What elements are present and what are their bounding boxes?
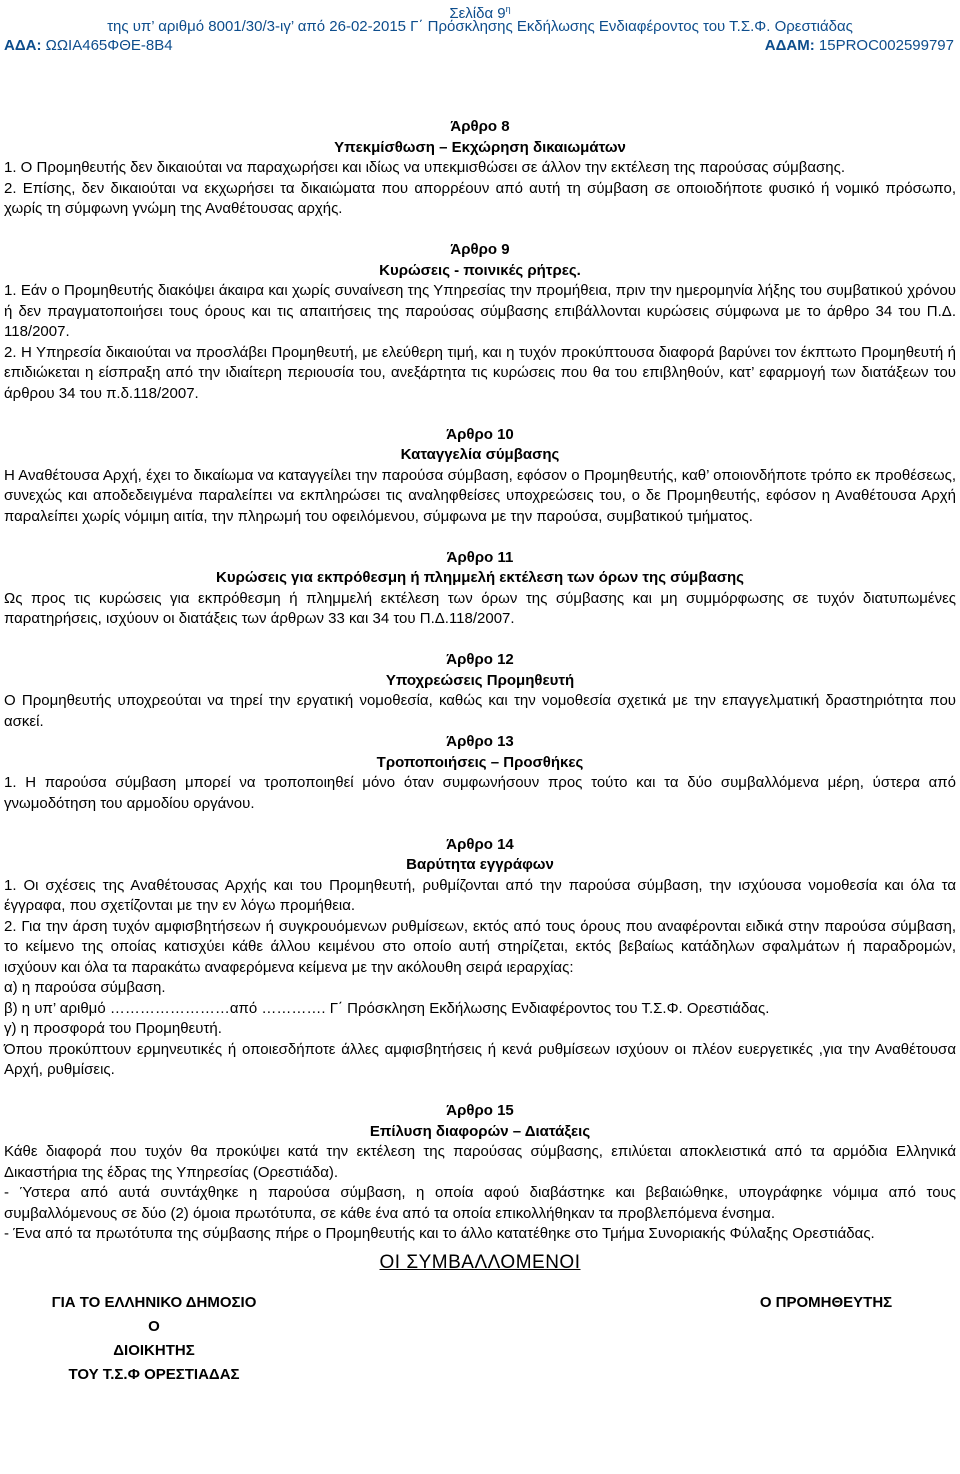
article-14-item-c: γ) η προσφορά του Προμηθευτή. xyxy=(4,1020,222,1037)
header-reference: της υπ’ αριθμό 8001/30/3-ιγ’ από 26-02-2015 Γ΄ Πρόσκλησης Εκδήλωσης Ενδιαφέροντος του Τ.Σ.Φ. Ορεστιάδας xyxy=(107,18,853,35)
signature-left-line-2: Ο xyxy=(148,1318,160,1335)
article-14-item-a: α) η παρούσα σύμβαση. xyxy=(4,979,166,996)
article-15-title: Άρθρο 15 xyxy=(446,1102,514,1119)
article-10-paragraph-1: Η Αναθέτουσα Αρχή, έχει το δικαίωμα να καταγγείλει την παρούσα σύμβαση, εφόσον ο Προμηθευτής, καθ’ οποιονδήποτε τρόπο εκ προθέσεως, συνεχώς και αποδεδειγμένα παραλείπει να εκπληρώσει τις αναληφθείσες υποχρεώσεις του, ο δε Προμηθευτής, εφόσον η Αναθέτουσα Αρχή παραλείπει χωρίς νόμιμη αιτία, την πληρωμή του οφειλόμενου, σύμφωνα με την παρούσα, συμβατικού τμήματος. xyxy=(4,466,956,525)
article-12-subtitle: Υποχρεώσεις Προμηθευτή xyxy=(385,671,575,689)
article-9-paragraph-1: 1. Εάν ο Προμηθευτής διακόψει άκαιρα και χωρίς συναίνεση της Υπηρεσίας την προμήθεια, πριν την ημερομηνία λήξης του συμβατικού χρόνου ή δεν πραγματοποιήσει τους όρους και τις απαιτήσεις της παρούσας σύμβασης επιβάλλονται κυρώσεις σύμφωνα με το άρθρο 34 του Π.Δ. 118/2007. xyxy=(4,282,956,340)
article-14-item-b: β) η υπ’ αριθμό ……………………από …………. Γ΄ Πρόσκληση Εκδήλωσης Ενδιαφέροντος του Τ.Σ.Φ. Ορεστιάδας. xyxy=(4,999,770,1017)
article-10-subtitle: Καταγγελία σύμβασης xyxy=(400,446,560,463)
signature-block xyxy=(4,1291,956,1401)
article-13-title: Άρθρο 13 xyxy=(446,733,514,750)
signature-left xyxy=(4,1291,304,1387)
article-8-title: Άρθρο 8 xyxy=(450,118,510,135)
signature-left-line-3: ΔΙΟΙΚΗΤΗΣ xyxy=(113,1342,195,1359)
article-9-title: Άρθρο 9 xyxy=(450,241,510,258)
signature-right xyxy=(716,1291,936,1315)
article-8-subtitle: Υπεκμίσθωση – Εκχώρηση δικαιωμάτων xyxy=(334,138,626,156)
article-15-paragraph-1: Κάθε διαφορά που τυχόν θα προκύψει κατά την εκτέλεση της παρούσας σύμβασης, επιλύεται αποκλειστικά από τα αρμόδια Ελληνικά Δικαστήρια της έδρας της Υπηρεσίας (Ορεστιάδα). xyxy=(4,1143,956,1181)
article-12-title: Άρθρο 12 xyxy=(446,651,514,668)
ada-id xyxy=(4,37,173,54)
article-13-subtitle: Τροποποιήσεις – Προσθήκες xyxy=(376,753,584,771)
ada-label: ΑΔΑ: xyxy=(4,37,42,54)
header-ids xyxy=(4,37,954,57)
signatories-title: ΟΙ ΣΥΜΒΑΛΛΟΜΕΝΟΙ xyxy=(379,1251,581,1273)
signature-left-line-1: ΓΙΑ ΤΟ ΕΛΛΗΝΙΚΟ ΔΗΜΟΣΙΟ xyxy=(51,1294,257,1311)
adam-value: 15PROC002599797 xyxy=(818,37,954,54)
page-label: Σελίδα 9 xyxy=(449,5,506,22)
article-15-subtitle: Επίλυση διαφορών – Διατάξεις xyxy=(369,1122,591,1140)
page-sup: η xyxy=(505,4,511,14)
article-11-paragraph-1: Ως προς τις κυρώσεις για εκπρόθεσμη ή πλημμελή εκτέλεση των όρων της σύμβασης και μη συμμόρφωσης σε τυχόν διατυπωμένες παρατηρήσεις, ισχύουν οι διατάξεις των άρθρων 33 και 34 του Π.Δ.118/2007. xyxy=(4,589,956,627)
article-8-paragraph-2: 2. Επίσης, δεν δικαιούται να εκχωρήσει τα δικαιώματα που απορρέουν από αυτή τη σύμβαση σε οποιοδήποτε φυσικό ή νομικό πρόσωπο, χωρίς τη σύμφωνη γνώμη της Αναθέτουσας αρχής. xyxy=(4,179,956,217)
adam-id xyxy=(765,37,954,54)
article-12-paragraph-1: Ο Προμηθευτής υποχρεούται να τηρεί την εργατική νομοθεσία, καθώς και την νομοθεσία σχετικά με την επαγγελματική δραστηριότητα που ασκεί. xyxy=(4,692,956,730)
article-14-title: Άρθρο 14 xyxy=(446,835,514,853)
article-15-paragraph-2: - Ύστερα από αυτά συντάχθηκε η παρούσα σύμβαση, η οποία αφού διαβάστηκε και βεβαιώθηκε, υπογράφηκε νόμιμα από τους συμβαλλόμενους σε δύο (2) όμοια πρωτότυπα, σε κάθε ένα από τα οποία επικολλήθηκαν τα προβλεπόμενα ένσημα. xyxy=(4,1184,956,1222)
article-13-paragraph-1: 1. Η παρούσα σύμβαση μπορεί να τροποποιηθεί μόνο όταν συμφωνήσουν προς τούτο και τα δύο συμβαλλόμενα μέρη, ύστερα από γνωμοδότηση του αρμοδίου οργάνου. xyxy=(4,774,956,812)
article-9-subtitle: Κυρώσεις - ποινικές ρήτρες. xyxy=(379,261,581,279)
article-14-subtitle: Βαρύτητα εγγράφων xyxy=(406,856,554,873)
article-11-title: Άρθρο 11 xyxy=(446,548,514,566)
article-9-paragraph-2: 2. Η Υπηρεσία δικαιούται να προσλάβει Προμηθευτή, με ελεύθερη τιμή, και η τυχόν προκύπτουσα διαφορά βαρύνει τον έκπτωτο Προμηθευτή ή επιδιώκεται η είσπραξη από την ιδιαίτερη περιουσία του, ανεξάρτητα τις κυρώσεις που θα του επιβληθούν, κατ’ εφαρμογή των διατάξεων του άρθρου 34 του π.δ.118/2007. xyxy=(4,343,956,402)
document-body xyxy=(4,117,956,1401)
signature-left-line-4: ΤΟΥ Τ.Σ.Φ ΟΡΕΣΤΙΑΔΑΣ xyxy=(68,1366,240,1383)
article-15-paragraph-3: - Ένα από τα πρωτότυπα της σύμβασης πήρε ο Προμηθευτής και το άλλο κατατέθηκε στο Τμήμα Συνοριακής Φύλαξης Ορεστιάδας. xyxy=(4,1225,875,1242)
article-8-paragraph-1: 1. Ο Προμηθευτής δεν δικαιούται να παραχωρήσει και ιδίως να υπεκμισθώσει σε άλλον την εκτέλεση της παρούσας σύμβασης. xyxy=(4,159,846,176)
article-11-subtitle: Κυρώσεις για εκπρόθεσμη ή πλημμελή εκτέλεση των όρων της σύμβασης xyxy=(216,569,744,586)
ada-value: ΩΩΙΑ465ΦΘΕ-8Β4 xyxy=(45,37,173,54)
adam-label: ΑΔΑΜ: xyxy=(764,37,815,54)
article-10-title: Άρθρο 10 xyxy=(446,425,514,443)
article-14-paragraph-3: Όπου προκύπτουν ερμηνευτικές ή οποιεσδήποτε άλλες αμφισβητήσεις ή κενά ρυθμίσεων ισχύουν οι πλέον ευεργετικές ,για την Αναθέτουσα Αρχή, ρυθμίσεις. xyxy=(4,1040,956,1078)
article-14-paragraph-2: 2. Για την άρση τυχόν αμφισβητήσεων ή συγκρουόμενων ρυθμίσεων, εκτός από τους όρους που αναφέρονται ειδικά στην παρούσα σύμβαση, το κείμενο της οποίας κατισχύει κάθε άλλου κειμένου στο οποίο αυτή στηρίζεται, εκτός βεβαίως κατάδηλων σφαλμάτων ή παραδρομών, ισχύουν και όλα τα παρακάτω αναφερόμενα κείμενα με την ακόλουθη σειρά ιεραρχίας: xyxy=(4,917,956,976)
signature-right-line-1: Ο ΠΡΟΜΗΘΕΥΤΗΣ xyxy=(759,1294,893,1311)
article-14-paragraph-1: 1. Οι σχέσεις της Αναθέτουσας Αρχής και του Προμηθευτή, ρυθμίζονται από την παρούσα σύμβαση, την ισχύουσα νομοθεσία και όλα τα έγγραφα, που σχετίζονται με την εν λόγω προμήθεια. xyxy=(4,876,956,914)
